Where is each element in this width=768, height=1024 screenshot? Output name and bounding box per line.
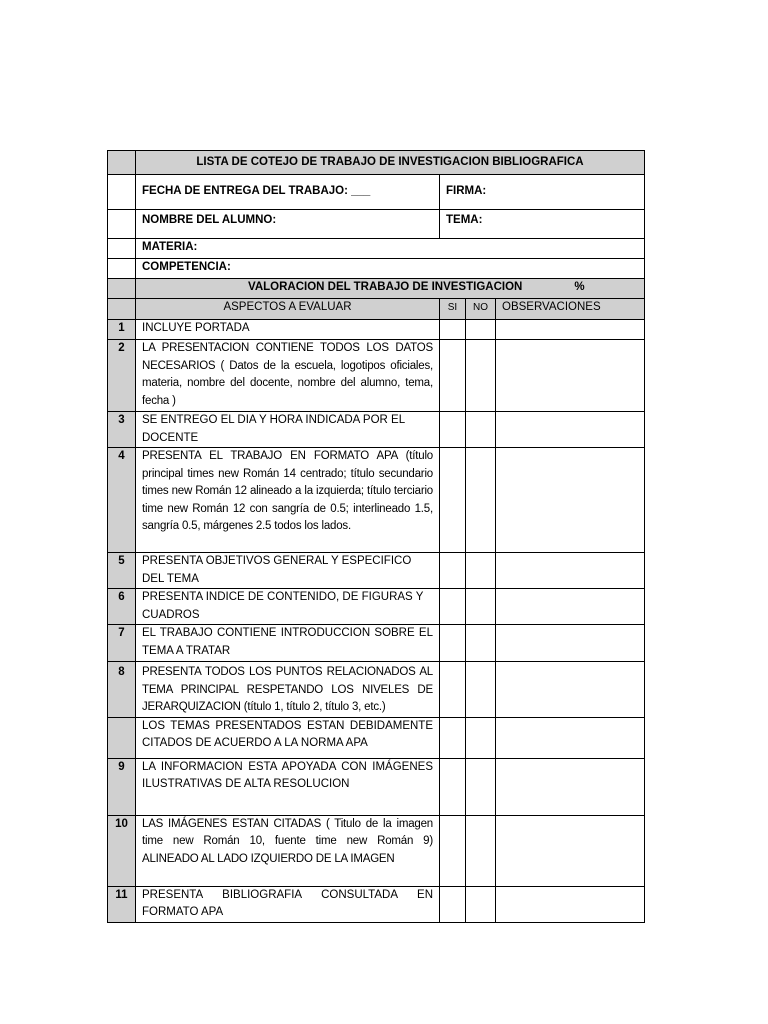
nombre-label: NOMBRE DEL ALUMNO: bbox=[136, 210, 440, 239]
table-row bbox=[108, 758, 645, 815]
row-number: 8 bbox=[108, 662, 136, 718]
blank-num-cell bbox=[108, 279, 136, 299]
corner-cell bbox=[108, 151, 136, 175]
si-check-cell[interactable] bbox=[440, 758, 466, 815]
row-aspect: SE ENTREGO EL DIA Y HORA INDICADA POR EL DOCENTE bbox=[136, 412, 440, 448]
blank-num-cell bbox=[108, 299, 136, 320]
column-no: NO bbox=[466, 299, 496, 320]
valoracion-row bbox=[108, 279, 645, 299]
si-check-cell[interactable] bbox=[440, 412, 466, 448]
table-row bbox=[108, 886, 645, 922]
observaciones-cell[interactable] bbox=[496, 448, 645, 553]
row-aspect: EL TRABAJO CONTIENE INTRODUCCION SOBRE EL TEMA A TRATAR bbox=[136, 625, 440, 662]
no-check-cell[interactable] bbox=[466, 815, 496, 886]
row-number: 1 bbox=[108, 320, 136, 340]
observaciones-cell[interactable] bbox=[496, 340, 645, 412]
row-aspect: PRESENTA OBJETIVOS GENERAL Y ESPECIFICO DEL TEMA bbox=[136, 553, 440, 589]
no-check-cell[interactable] bbox=[466, 320, 496, 340]
tema-label: TEMA: bbox=[440, 210, 645, 239]
row-number bbox=[108, 717, 136, 758]
document-title: LISTA DE COTEJO DE TRABAJO DE INVESTIGACION BIBLIOGRAFICA bbox=[136, 151, 645, 175]
no-check-cell[interactable] bbox=[466, 625, 496, 662]
no-check-cell[interactable] bbox=[466, 662, 496, 718]
materia-label: MATERIA: bbox=[136, 239, 645, 259]
no-check-cell[interactable] bbox=[466, 412, 496, 448]
materia-row bbox=[108, 239, 645, 259]
observaciones-cell[interactable] bbox=[496, 553, 645, 589]
blank-num-cell bbox=[108, 239, 136, 259]
observaciones-cell[interactable] bbox=[496, 412, 645, 448]
table-row bbox=[108, 553, 645, 589]
table-row bbox=[108, 320, 645, 340]
column-header-row bbox=[108, 299, 645, 320]
column-aspectos: ASPECTOS A EVALUAR bbox=[136, 299, 440, 320]
observaciones-cell[interactable] bbox=[496, 625, 645, 662]
si-check-cell[interactable] bbox=[440, 340, 466, 412]
row-aspect: INCLUYE PORTADA bbox=[136, 320, 440, 340]
no-check-cell[interactable] bbox=[466, 589, 496, 625]
si-check-cell[interactable] bbox=[440, 625, 466, 662]
no-check-cell[interactable] bbox=[466, 448, 496, 553]
no-check-cell[interactable] bbox=[466, 717, 496, 758]
column-si: SI bbox=[440, 299, 466, 320]
nombre-row bbox=[108, 210, 645, 239]
table-row bbox=[108, 340, 645, 412]
table-row bbox=[108, 662, 645, 718]
si-check-cell[interactable] bbox=[440, 717, 466, 758]
row-number: 6 bbox=[108, 589, 136, 625]
table-row bbox=[108, 412, 645, 448]
valoracion-percent: % bbox=[574, 281, 585, 293]
column-observaciones: OBSERVACIONES bbox=[496, 299, 645, 320]
si-check-cell[interactable] bbox=[440, 448, 466, 553]
row-number: 7 bbox=[108, 625, 136, 662]
table-row bbox=[108, 625, 645, 662]
si-check-cell[interactable] bbox=[440, 589, 466, 625]
row-aspect: PRESENTA BIBLIOGRAFIA CONSULTADA EN FORMATO APA bbox=[136, 886, 440, 922]
observaciones-cell[interactable] bbox=[496, 758, 645, 815]
row-number: 2 bbox=[108, 340, 136, 412]
observaciones-cell[interactable] bbox=[496, 717, 645, 758]
row-number: 10 bbox=[108, 815, 136, 886]
no-check-cell[interactable] bbox=[466, 553, 496, 589]
competencia-row bbox=[108, 259, 645, 279]
checklist-table bbox=[107, 150, 645, 923]
table-row bbox=[108, 448, 645, 553]
blank-num-cell bbox=[108, 259, 136, 279]
row-aspect: LOS TEMAS PRESENTADOS ESTAN DEBIDAMENTE CITADOS DE ACUERDO A LA NORMA APA bbox=[136, 717, 440, 758]
row-number: 3 bbox=[108, 412, 136, 448]
row-number: 9 bbox=[108, 758, 136, 815]
no-check-cell[interactable] bbox=[466, 886, 496, 922]
competencia-label: COMPETENCIA: bbox=[136, 259, 645, 279]
table-row bbox=[108, 815, 645, 886]
table-row bbox=[108, 717, 645, 758]
blank-num-cell bbox=[108, 175, 136, 210]
fecha-label: FECHA DE ENTREGA DEL TRABAJO: ___ bbox=[136, 175, 440, 210]
row-number: 11 bbox=[108, 886, 136, 922]
si-check-cell[interactable] bbox=[440, 886, 466, 922]
row-aspect: PRESENTA EL TRABAJO EN FORMATO APA (título principal times new Román 14 centrado; título secundario times new Román 12 alineado a la izquierda; título terciario time new Román 12 con sangría de 0.5; interlineado 1.5, sangría 0.5, márgenes 2.5 todos los lados. bbox=[136, 448, 440, 553]
blank-num-cell bbox=[108, 210, 136, 239]
observaciones-cell[interactable] bbox=[496, 589, 645, 625]
observaciones-cell[interactable] bbox=[496, 815, 645, 886]
valoracion-cell bbox=[136, 279, 645, 299]
no-check-cell[interactable] bbox=[466, 758, 496, 815]
observaciones-cell[interactable] bbox=[496, 886, 645, 922]
title-row bbox=[108, 151, 645, 175]
table-row bbox=[108, 589, 645, 625]
si-check-cell[interactable] bbox=[440, 815, 466, 886]
si-check-cell[interactable] bbox=[440, 553, 466, 589]
valoracion-label: VALORACION DEL TRABAJO DE INVESTIGACION bbox=[248, 281, 523, 293]
observaciones-cell[interactable] bbox=[496, 662, 645, 718]
no-check-cell[interactable] bbox=[466, 340, 496, 412]
row-aspect: LA INFORMACION ESTA APOYADA CON IMÁGENES ILUSTRATIVAS DE ALTA RESOLUCION bbox=[136, 758, 440, 815]
row-aspect: LA PRESENTACION CONTIENE TODOS LOS DATOS NECESARIOS ( Datos de la escuela, logotipos oficiales, materia, nombre del docente, nombre del alumno, tema, fecha ) bbox=[136, 340, 440, 412]
row-number: 5 bbox=[108, 553, 136, 589]
row-aspect: PRESENTA TODOS LOS PUNTOS RELACIONADOS AL TEMA PRINCIPAL RESPETANDO LOS NIVELES DE JERARQUIZACION (título 1, título 2, título 3, etc.) bbox=[136, 662, 440, 718]
row-number: 4 bbox=[108, 448, 136, 553]
row-aspect: LAS IMÁGENES ESTAN CITADAS ( Titulo de la imagen time new Román 10, fuente time new Román 9) ALINEADO AL LADO IZQUIERDO DE LA IMAGEN bbox=[136, 815, 440, 886]
fecha-row bbox=[108, 175, 645, 210]
si-check-cell[interactable] bbox=[440, 320, 466, 340]
row-aspect: PRESENTA INDICE DE CONTENIDO, DE FIGURAS Y CUADROS bbox=[136, 589, 440, 625]
si-check-cell[interactable] bbox=[440, 662, 466, 718]
observaciones-cell[interactable] bbox=[496, 320, 645, 340]
firma-label: FIRMA: bbox=[440, 175, 645, 210]
